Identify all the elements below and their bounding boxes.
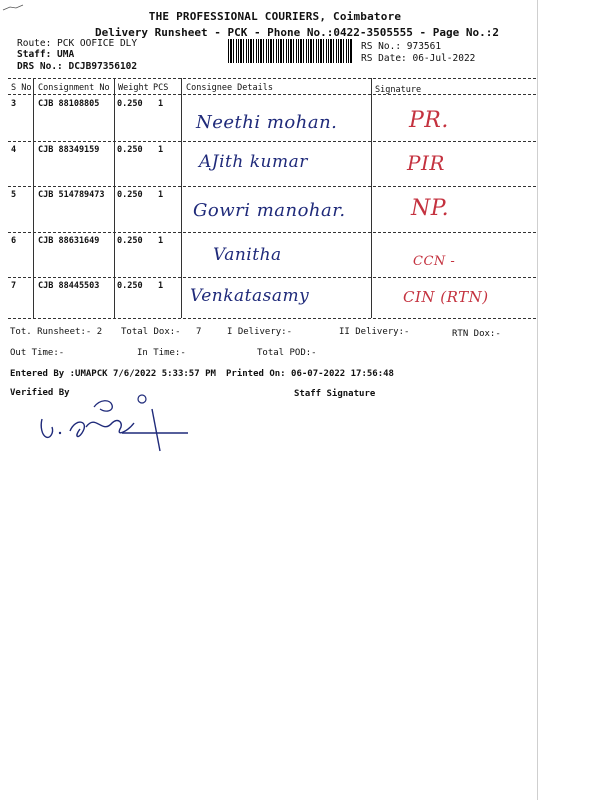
col-header-consignee: Consignee Details [186,83,273,93]
rs-date: RS Date: 06-Jul-2022 [361,53,476,64]
verified-by: Verified By [10,388,70,398]
row-sno: 6 [11,236,17,246]
table-header-rule [8,94,536,95]
row-consignment: CJB 514789473 [38,190,105,200]
row-separator [8,232,536,233]
row-pcs: 1 [158,99,164,109]
row-signature-handwriting: PR. [409,108,449,133]
row-pcs: 1 [158,145,164,155]
total-dox-value: 7 [196,327,202,337]
drs-number: DRS No.: DCJB97356102 [17,61,138,72]
company-title: THE PROFESSIONAL COURIERS, Coimbatore [148,10,402,23]
row-separator [8,277,536,278]
row-pcs: 1 [158,281,164,291]
row-consignee-handwriting: Venkatasamy [190,286,310,306]
row-weight: 0.250 [117,190,143,200]
staff-signature-label: Staff Signature [294,389,376,399]
row-consignment: CJB 88631649 [38,236,100,246]
row-consignee-handwriting: Vanitha [213,245,282,265]
tot-runsheet: Tot. Runsheet:- 2 [10,327,103,337]
row-consignee-handwriting: AJith kumar [199,152,308,172]
row-sno: 5 [11,190,17,200]
col-header-signature: Signature [375,85,422,95]
rtn-dox: RTN Dox:- [452,329,501,339]
table-top-rule [8,78,536,79]
row-weight: 0.250 [117,236,143,246]
row-separator [8,186,536,187]
row-consignment: CJB 88349159 [38,145,100,155]
row-signature-handwriting: CCN - [413,254,456,269]
row-sno: 3 [11,99,17,109]
row-weight: 0.250 [117,145,143,155]
col-header-pcs: PCS [153,83,169,93]
verifier-signature [36,393,196,455]
total-pod: Total POD:- [257,348,317,358]
row-consignment: CJB 88108805 [38,99,100,109]
row-sno: 7 [11,281,17,291]
out-time: Out Time:- [10,348,65,358]
runsheet-subtitle: Delivery Runsheet - PCK - Phone No.:0422-3505555 - Page No.:2 [95,26,499,39]
row-separator [8,141,536,142]
row-pcs: 1 [158,236,164,246]
in-time: In Time:- [137,348,186,358]
page-edge-line [537,0,538,800]
row-consignee-handwriting: Gowri manohar. [193,200,346,221]
table-bottom-rule [8,318,536,319]
row-weight: 0.250 [117,99,143,109]
ii-delivery: II Delivery:- [339,327,410,337]
row-signature-handwriting: NP. [411,196,450,221]
column-divider [181,78,182,318]
route-label: Route: PCK OOFICE DLY [17,38,138,49]
row-pcs: 1 [158,190,164,200]
staff-label: Staff: UMA [17,49,75,60]
barcode [228,39,353,63]
col-header-weight: Weight [118,83,149,93]
column-divider [371,78,372,318]
rs-number: RS No.: 973561 [361,41,442,52]
col-header-sno: S No [11,83,32,93]
column-divider [114,78,115,318]
row-signature-handwriting: CIN (RTN) [403,288,489,306]
row-signature-handwriting: PIR [407,151,445,175]
col-header-consignment: Consignment No [38,83,110,93]
total-dox-label: Total Dox:- [121,327,181,337]
row-consignment: CJB 88445503 [38,281,100,291]
entered-by: Entered By :UMAPCK 7/6/2022 5:33:57 PM [10,369,216,379]
printed-on: Printed On: 06-07-2022 17:56:48 [226,369,394,379]
row-sno: 4 [11,145,17,155]
row-consignee-handwriting: Neethi mohan. [196,112,338,133]
row-weight: 0.250 [117,281,143,291]
column-divider [33,78,34,318]
i-delivery: I Delivery:- [227,327,293,337]
